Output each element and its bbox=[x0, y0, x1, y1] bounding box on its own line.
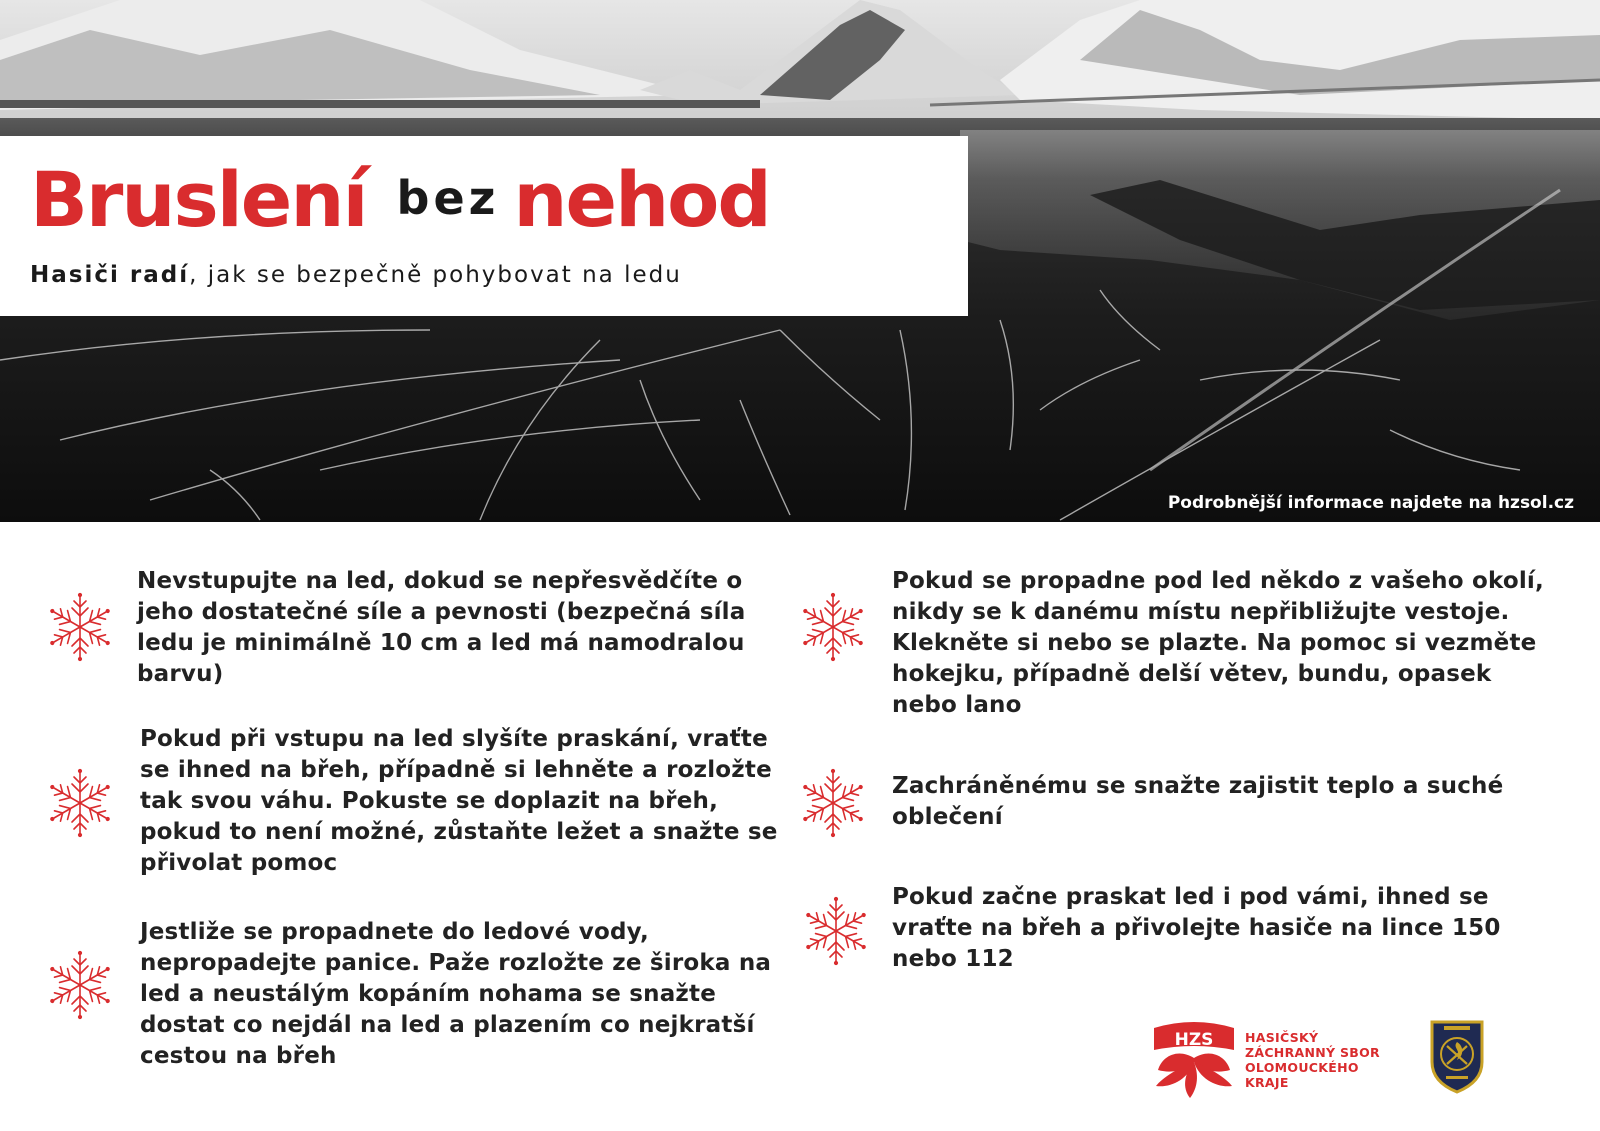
org-name-line-3: OLOMOUCKÉHO bbox=[1245, 1060, 1359, 1075]
title-word-2: bez bbox=[396, 171, 500, 225]
tip-text: Nevstupujte na led, dokud se nepřesvědčíte o jeho dostatečné síle a pevnosti (bezpečná síla ledu je minimálně 10 cm a led má namodralou barvu) bbox=[137, 568, 746, 687]
org-name bbox=[1245, 1030, 1380, 1090]
snowflake-icon bbox=[45, 592, 115, 662]
tip-text: Pokud začne praskat led i pod vámi, ihned se vraťte na břeh a přivolejte hasiče na lince 150 nebo 112 bbox=[892, 884, 1501, 972]
org-name-line-1: HASIČSKÝ bbox=[1245, 1030, 1319, 1045]
hzs-logo-text: HZS bbox=[1174, 1030, 1214, 1050]
more-info-link: Podrobnější informace najdete na hzsol.cz bbox=[1167, 493, 1574, 513]
page-title bbox=[30, 155, 770, 244]
tip-text: Jestliže se propadnete do ledové vody, nepropadejte panice. Paže rozložte ze široka na led a neustálým kopáním nohama se snažte dostat co nejdál na led a plazením co nejkratší cestou na břeh bbox=[140, 919, 772, 1069]
org-name-line-4: KRAJE bbox=[1245, 1075, 1289, 1090]
hero-banner bbox=[0, 0, 1600, 522]
title-word-3: nehod bbox=[513, 155, 770, 244]
tip-text: Pokud při vstupu na led slyšíte praskání, vraťte se ihned na břeh, případně si lehněte a rozložte tak svou váhu. Pokuste se doplazit na břeh, pokud to není možné, zůstaňte ležet a snažte se přivolat pomoc bbox=[140, 726, 778, 876]
page-subtitle bbox=[30, 262, 682, 288]
snowflake-icon bbox=[45, 950, 115, 1020]
org-name-line-2: ZÁCHRANNÝ SBOR bbox=[1245, 1045, 1380, 1060]
tip-text: Zachráněnému se snažte zajistit teplo a suché oblečení bbox=[892, 773, 1504, 830]
fire-rescue-crest-icon bbox=[1428, 1016, 1486, 1094]
title-panel bbox=[0, 136, 968, 316]
snowflake-icon bbox=[798, 592, 868, 662]
snowflake-icon bbox=[45, 768, 115, 838]
snowflake-icon bbox=[801, 896, 871, 966]
subtitle-rest: , jak se bezpečně pohybovat na ledu bbox=[189, 262, 682, 288]
snowflake-icon bbox=[798, 768, 868, 838]
tip-text: Pokud se propadne pod led někdo z vašeho okolí, nikdy se k danému místu nepřibližujte vestoje. Klekněte si nebo se plazte. Na pomoc si vezměte hokejku, případně delší větev, bundu, opasek nebo lano bbox=[892, 568, 1544, 718]
subtitle-bold: Hasiči radí bbox=[30, 262, 190, 288]
hzs-logo bbox=[1148, 1018, 1240, 1100]
title-word-1: Bruslení bbox=[30, 155, 367, 244]
